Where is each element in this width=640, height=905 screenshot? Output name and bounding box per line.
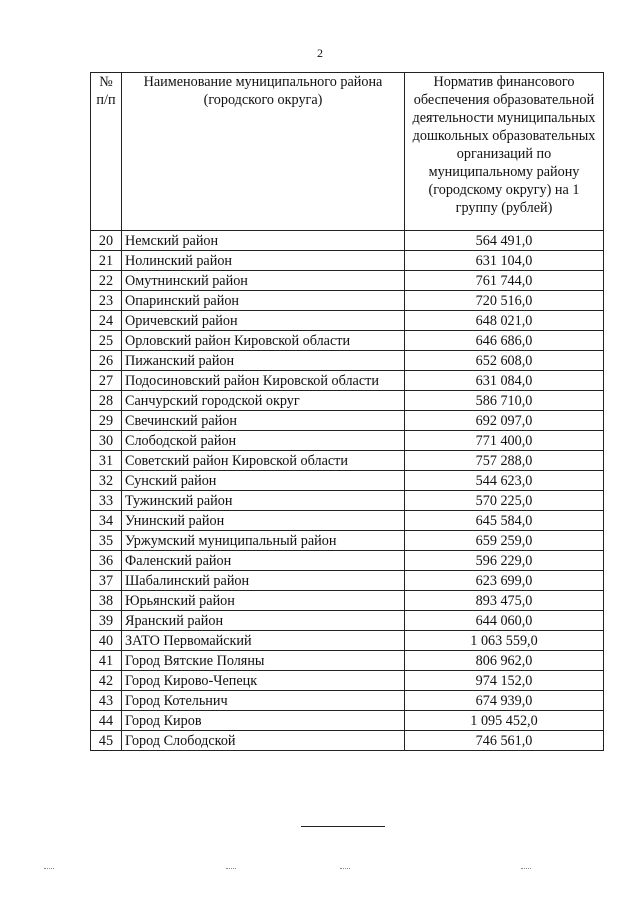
table-row xyxy=(91,271,604,291)
row-name: Тужинский район xyxy=(122,491,405,511)
row-number: 34 xyxy=(91,511,122,531)
table-row xyxy=(91,471,604,491)
table-body xyxy=(91,231,604,751)
row-number: 21 xyxy=(91,251,122,271)
table-row xyxy=(91,351,604,371)
header-number: № п/п xyxy=(91,73,122,231)
row-number: 28 xyxy=(91,391,122,411)
row-number: 32 xyxy=(91,471,122,491)
table-row xyxy=(91,411,604,431)
row-name: Сунский район xyxy=(122,471,405,491)
scan-speck xyxy=(340,868,350,869)
scan-speck xyxy=(44,868,54,869)
table-row xyxy=(91,611,604,631)
table-row xyxy=(91,371,604,391)
row-name: Город Котельнич xyxy=(122,691,405,711)
table-row xyxy=(91,251,604,271)
row-name: Яранский район xyxy=(122,611,405,631)
page-number: 2 xyxy=(317,46,323,60)
row-name: Унинский район xyxy=(122,511,405,531)
row-value: 1 063 559,0 xyxy=(405,631,604,651)
row-number: 20 xyxy=(91,231,122,251)
row-value: 564 491,0 xyxy=(405,231,604,251)
table-row xyxy=(91,391,604,411)
row-name: Свечинский район xyxy=(122,411,405,431)
row-value: 746 561,0 xyxy=(405,731,604,751)
row-name: Немский район xyxy=(122,231,405,251)
table-row xyxy=(91,691,604,711)
table-row xyxy=(91,631,604,651)
row-name: Нолинский район xyxy=(122,251,405,271)
row-value: 893 475,0 xyxy=(405,591,604,611)
table-row xyxy=(91,291,604,311)
row-value: 720 516,0 xyxy=(405,291,604,311)
row-name: Омутнинский район xyxy=(122,271,405,291)
row-name: Подосиновский район Кировской области xyxy=(122,371,405,391)
closing-rule xyxy=(301,826,385,827)
row-value: 806 962,0 xyxy=(405,651,604,671)
row-name: Уржумский муниципальный район xyxy=(122,531,405,551)
row-number: 22 xyxy=(91,271,122,291)
row-number: 36 xyxy=(91,551,122,571)
row-number: 38 xyxy=(91,591,122,611)
row-value: 596 229,0 xyxy=(405,551,604,571)
row-name: Санчурский городской округ xyxy=(122,391,405,411)
row-number: 45 xyxy=(91,731,122,751)
row-value: 645 584,0 xyxy=(405,511,604,531)
row-value: 586 710,0 xyxy=(405,391,604,411)
row-number: 30 xyxy=(91,431,122,451)
row-value: 648 021,0 xyxy=(405,311,604,331)
row-name: Город Киров xyxy=(122,711,405,731)
row-number: 35 xyxy=(91,531,122,551)
row-value: 644 060,0 xyxy=(405,611,604,631)
row-value: 646 686,0 xyxy=(405,331,604,351)
row-number: 27 xyxy=(91,371,122,391)
table-row xyxy=(91,531,604,551)
row-name: Фаленский район xyxy=(122,551,405,571)
row-value: 771 400,0 xyxy=(405,431,604,451)
row-number: 26 xyxy=(91,351,122,371)
table-row xyxy=(91,491,604,511)
table-header-row xyxy=(91,73,604,231)
table-row xyxy=(91,451,604,471)
table-row xyxy=(91,651,604,671)
row-value: 623 699,0 xyxy=(405,571,604,591)
scan-marks xyxy=(0,868,640,878)
row-value: 1 095 452,0 xyxy=(405,711,604,731)
scan-speck xyxy=(226,868,236,869)
row-name: Орловский район Кировской области xyxy=(122,331,405,351)
row-value: 544 623,0 xyxy=(405,471,604,491)
norms-table xyxy=(90,72,604,751)
row-number: 44 xyxy=(91,711,122,731)
row-value: 974 152,0 xyxy=(405,671,604,691)
table-row xyxy=(91,671,604,691)
row-value: 631 084,0 xyxy=(405,371,604,391)
row-value: 692 097,0 xyxy=(405,411,604,431)
row-number: 24 xyxy=(91,311,122,331)
header-value: Норматив финансового обеспечения образовательной деятельности муниципальных дошкольных образовательных организаций по муниципальному району (городскому округу) на 1 группу (рублей) xyxy=(405,73,604,231)
row-value: 652 608,0 xyxy=(405,351,604,371)
row-number: 33 xyxy=(91,491,122,511)
table-row xyxy=(91,571,604,591)
row-name: Пижанский район xyxy=(122,351,405,371)
row-value: 631 104,0 xyxy=(405,251,604,271)
row-name: Юрьянский район xyxy=(122,591,405,611)
table-row xyxy=(91,711,604,731)
row-number: 43 xyxy=(91,691,122,711)
row-value: 757 288,0 xyxy=(405,451,604,471)
row-name: Город Кирово-Чепецк xyxy=(122,671,405,691)
row-name: ЗАТО Первомайский xyxy=(122,631,405,651)
row-number: 37 xyxy=(91,571,122,591)
table-row xyxy=(91,231,604,251)
row-number: 42 xyxy=(91,671,122,691)
row-number: 39 xyxy=(91,611,122,631)
row-name: Советский район Кировской области xyxy=(122,451,405,471)
row-number: 23 xyxy=(91,291,122,311)
table-row xyxy=(91,551,604,571)
row-value: 761 744,0 xyxy=(405,271,604,291)
table-row xyxy=(91,591,604,611)
row-number: 25 xyxy=(91,331,122,351)
row-name: Город Вятские Поляны xyxy=(122,651,405,671)
table-row xyxy=(91,511,604,531)
row-name: Шабалинский район xyxy=(122,571,405,591)
row-number: 40 xyxy=(91,631,122,651)
row-number: 29 xyxy=(91,411,122,431)
table-row xyxy=(91,431,604,451)
row-name: Город Слободской xyxy=(122,731,405,751)
scan-speck xyxy=(521,868,531,869)
table-row xyxy=(91,731,604,751)
row-value: 659 259,0 xyxy=(405,531,604,551)
row-value: 570 225,0 xyxy=(405,491,604,511)
table-row xyxy=(91,311,604,331)
row-name: Оричевский район xyxy=(122,311,405,331)
table-row xyxy=(91,331,604,351)
row-name: Слободской район xyxy=(122,431,405,451)
header-name: Наименование муниципального района (городского округа) xyxy=(122,73,405,231)
row-number: 41 xyxy=(91,651,122,671)
row-name: Опаринский район xyxy=(122,291,405,311)
row-number: 31 xyxy=(91,451,122,471)
row-value: 674 939,0 xyxy=(405,691,604,711)
